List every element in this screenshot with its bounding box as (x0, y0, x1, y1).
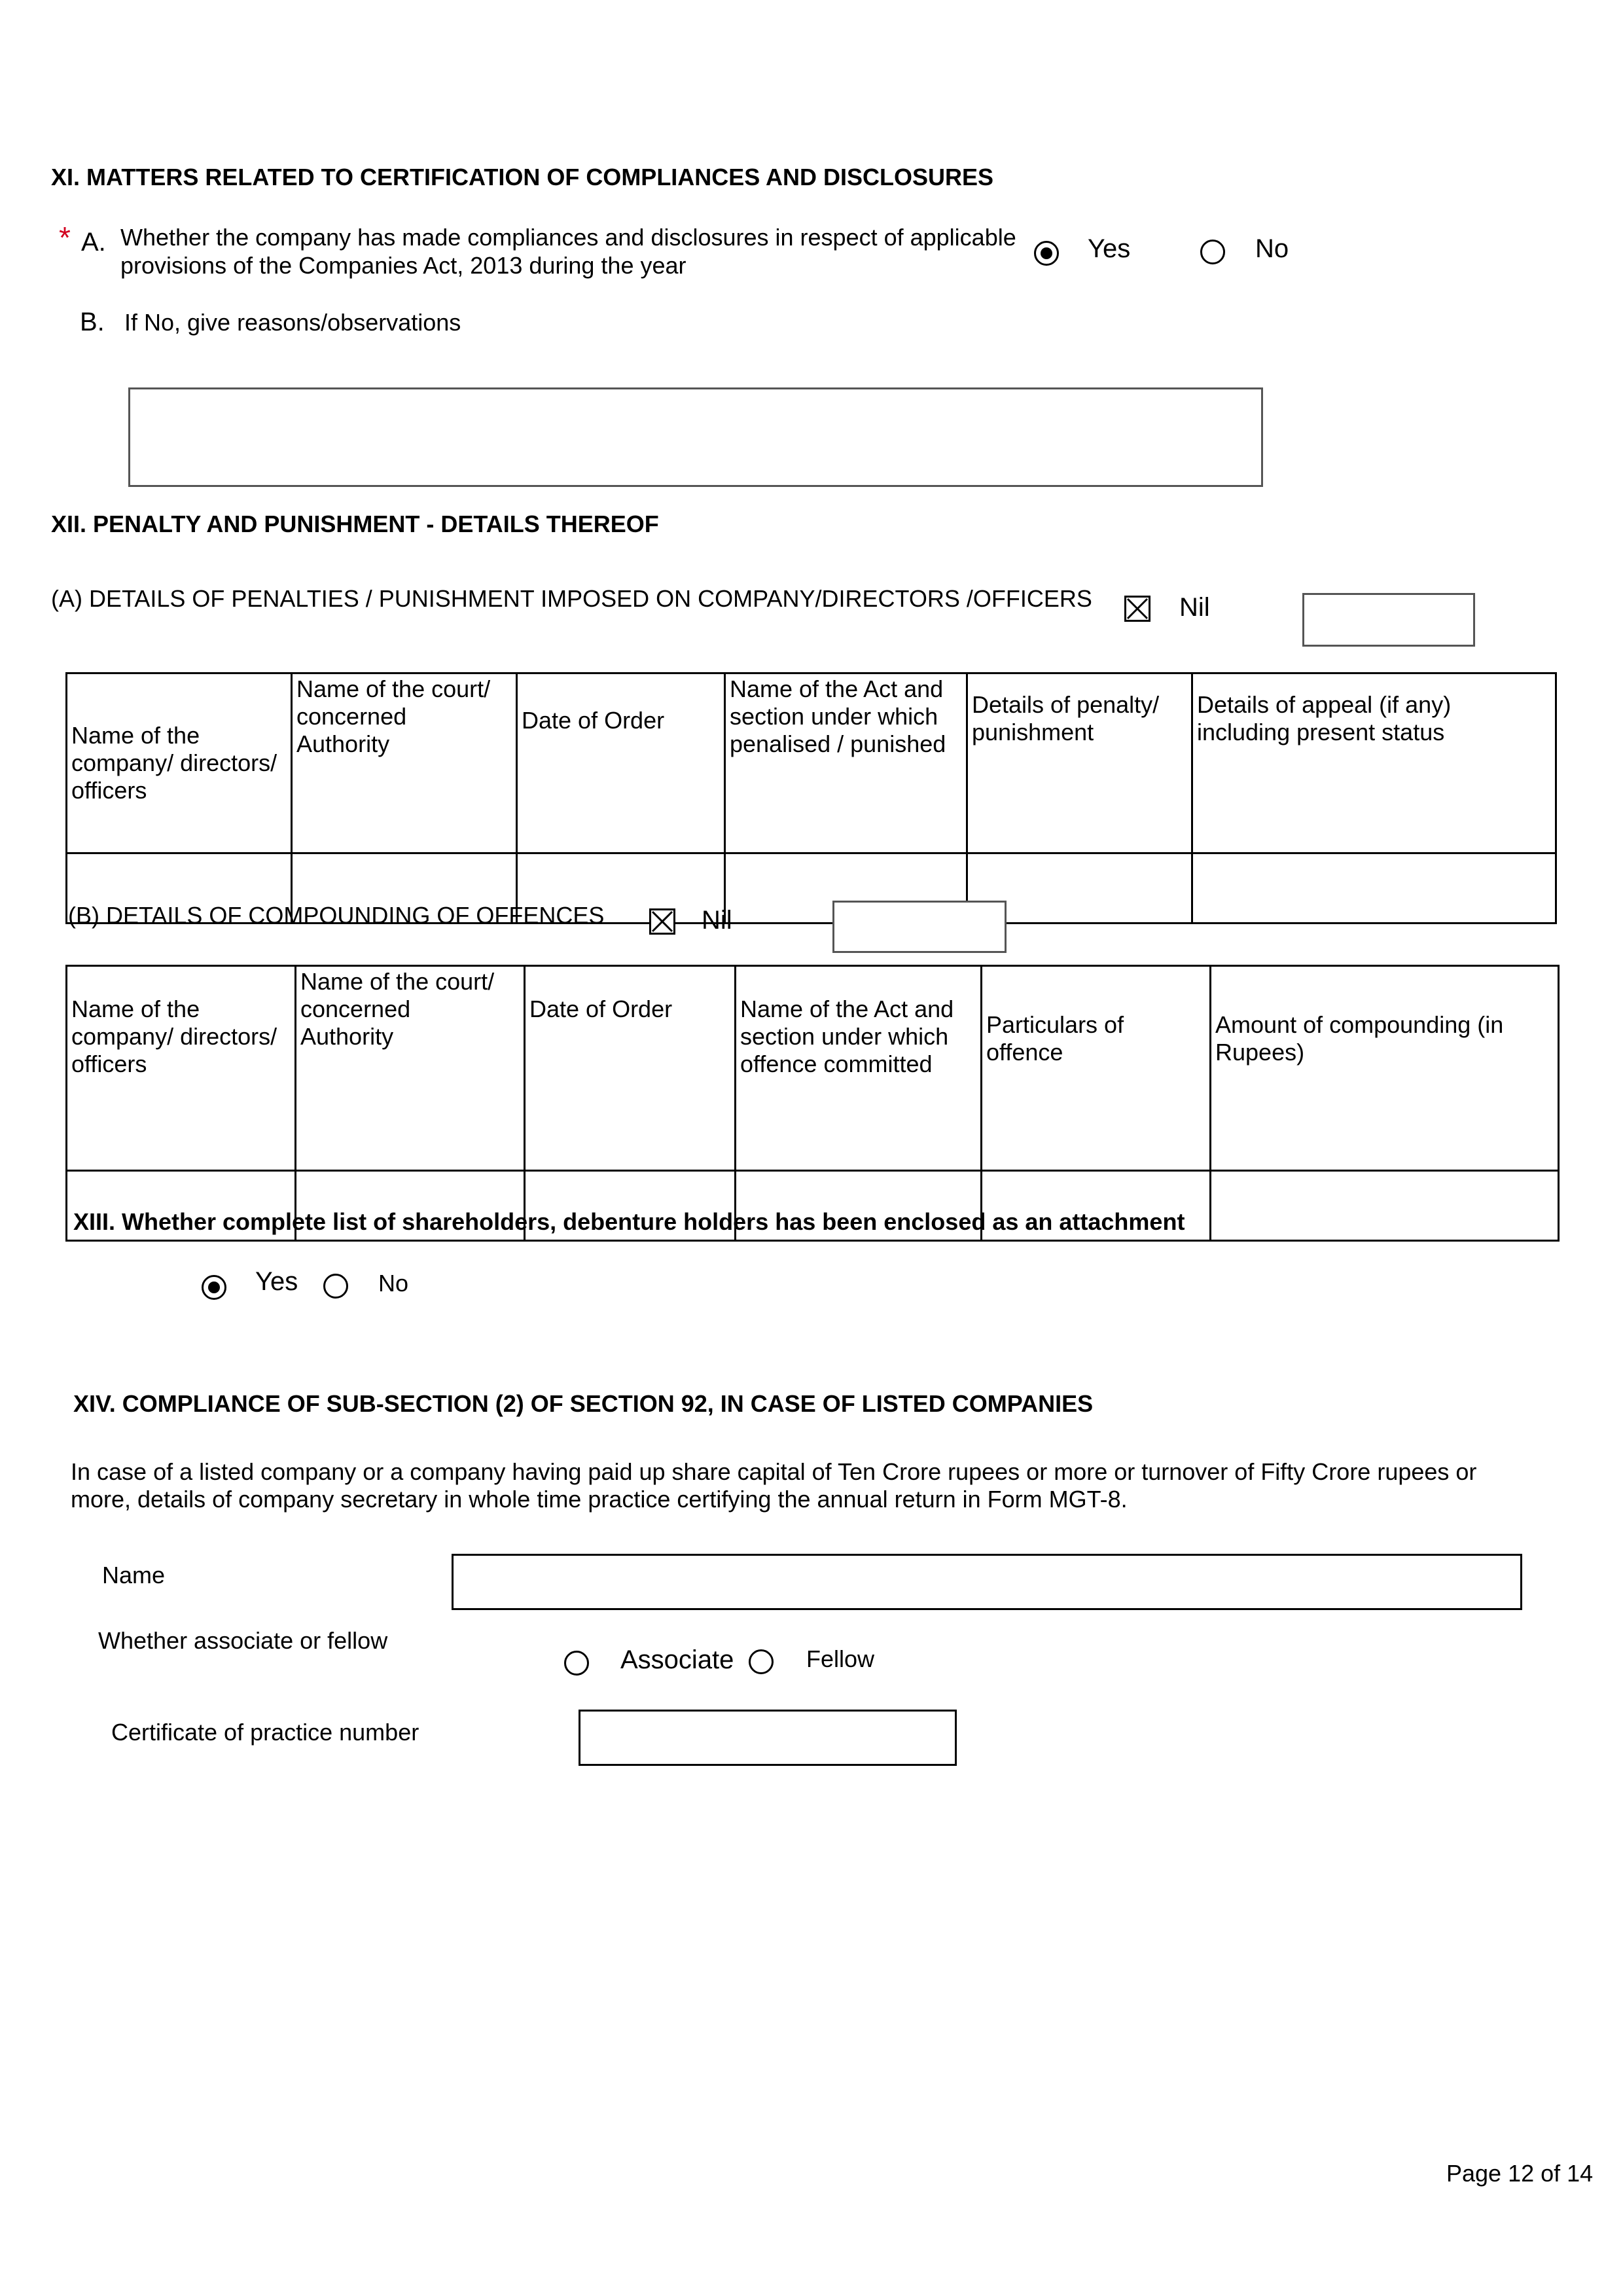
associate-radio[interactable] (564, 1651, 589, 1676)
compliance-no-radio[interactable] (1200, 240, 1225, 264)
section-13-heading: XIII. Whether complete list of shareholders, debenture holders has been enclosed as an attachment (73, 1208, 1185, 1235)
cop-number-input[interactable] (579, 1710, 957, 1766)
table-header-row (67, 673, 1556, 853)
penalties-title: (A) DETAILS OF PENALTIES / PUNISHMENT IMPOSED ON COMPANY/DIRECTORS /OFFICERS (51, 585, 1092, 612)
table-cell-input[interactable] (1211, 1171, 1559, 1241)
compliance-no-label: No (1255, 234, 1289, 263)
fellow-option-label: Fellow (806, 1645, 875, 1672)
required-asterisk: * (59, 221, 71, 255)
compounding-count-field[interactable] (832, 901, 1007, 953)
section-11-heading: XI. MATTERS RELATED TO CERTIFICATION OF COMPLIANCES AND DISCLOSURES (51, 164, 994, 190)
section-12-heading: XII. PENALTY AND PUNISHMENT - DETAILS THEREOF (51, 511, 659, 537)
item-a-label: A. (81, 228, 106, 257)
column-header: Amount of compounding (in Rupees) (1211, 966, 1559, 1171)
column-header: Date of Order (517, 673, 725, 853)
penalties-nil-label: Nil (1179, 593, 1210, 622)
column-header: Name of the court/ concerned Authority (296, 966, 525, 1171)
page-number: Page 12 of 14 (1446, 2160, 1594, 2187)
fellow-radio[interactable] (749, 1649, 774, 1674)
column-header: Name of the Act and section under which penalised / punished (725, 673, 967, 853)
shareholders-list-yes-radio[interactable] (202, 1275, 226, 1300)
associate-option-label: Associate (620, 1645, 734, 1674)
column-header: Details of penalty/ punishment (967, 673, 1192, 853)
item-b-label: B. (80, 308, 105, 336)
compounding-table (65, 965, 1560, 1242)
compounding-nil-checkbox[interactable] (649, 908, 675, 935)
penalties-count-field[interactable] (1302, 593, 1475, 647)
compliance-yes-radio[interactable] (1034, 241, 1059, 266)
column-header: Details of appeal (if any) including present status (1192, 673, 1556, 853)
compounding-title: (B) DETAILS OF COMPOUNDING OF OFFENCES (68, 902, 605, 929)
penalties-table (65, 672, 1557, 924)
reasons-textarea[interactable] (128, 387, 1263, 487)
item-a-question-line1: Whether the company has made compliances and disclosures in respect of applicable (120, 224, 1016, 251)
column-header: Name of the Act and section under which offence committed (736, 966, 982, 1171)
shareholders-list-no-radio[interactable] (323, 1274, 348, 1299)
item-a-question-line2: provisions of the Companies Act, 2013 during the year (120, 252, 687, 279)
column-header: Name of the company/ directors/ officers (67, 673, 292, 853)
column-header: Name of the company/ directors/ officers (67, 966, 296, 1171)
table-header-row (67, 966, 1559, 1171)
shareholders-list-yes-label: Yes (255, 1267, 298, 1296)
cs-name-input[interactable] (452, 1554, 1522, 1610)
column-header: Date of Order (525, 966, 736, 1171)
cop-number-label: Certificate of practice number (111, 1719, 419, 1746)
table-cell-input[interactable] (1192, 853, 1556, 924)
listed-company-paragraph-line1: In case of a listed company or a company having paid up share capital of Ten Crore rupees or more or turnover of Fifty Crore rupees or (71, 1458, 1477, 1485)
penalties-nil-checkbox[interactable] (1124, 596, 1150, 622)
associate-fellow-label: Whether associate or fellow (98, 1627, 388, 1654)
compounding-nil-label: Nil (702, 906, 732, 935)
column-header: Particulars of offence (982, 966, 1211, 1171)
compliance-yes-label: Yes (1088, 234, 1131, 263)
section-14-heading: XIV. COMPLIANCE OF SUB-SECTION (2) OF SECTION 92, IN CASE OF LISTED COMPANIES (73, 1390, 1094, 1417)
shareholders-list-no-label: No (378, 1270, 409, 1297)
column-header: Name of the court/ concerned Authority (292, 673, 517, 853)
item-b-text: If No, give reasons/observations (124, 309, 461, 336)
cs-name-label: Name (102, 1562, 166, 1588)
listed-company-paragraph-line2: more, details of company secretary in whole time practice certifying the annual return in Form MGT-8. (71, 1486, 1128, 1513)
